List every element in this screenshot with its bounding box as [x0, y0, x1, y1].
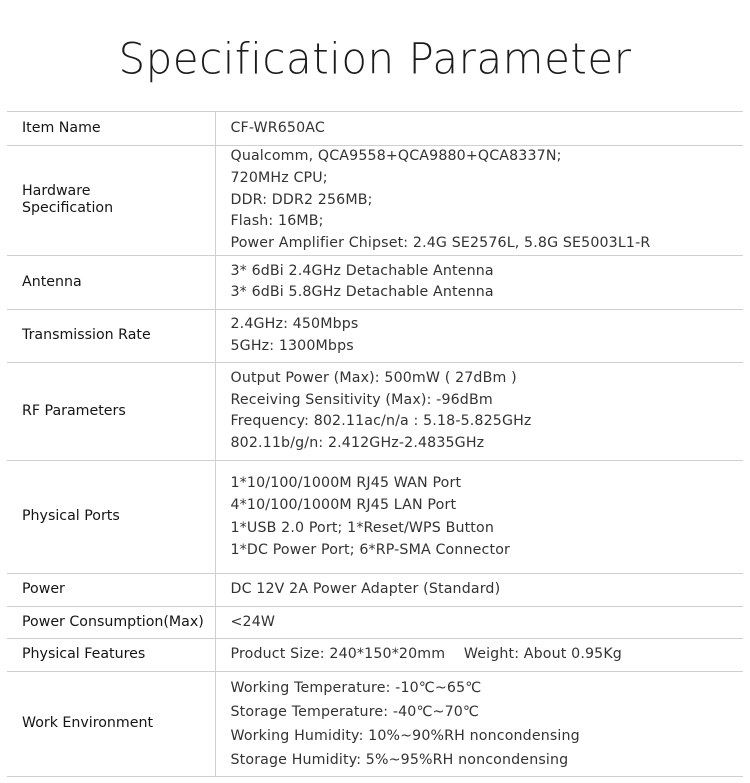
spec-label: Physical Ports	[7, 460, 215, 573]
spec-label: RF Parameters	[7, 362, 215, 460]
spec-label: Work Environment	[7, 671, 215, 776]
page-title: Specification Parameter	[118, 33, 632, 84]
spec-value: 2.4GHz: 450Mbps 5GHz: 1300Mbps	[215, 309, 743, 362]
spec-row-hardware	[7, 146, 743, 256]
spec-value: DC 12V 2A Power Adapter (Standard)	[215, 573, 743, 606]
spec-value: 1*10/100/1000M RJ45 WAN Port 4*10/100/1000M RJ45 LAN Port 1*USB 2.0 Port; 1*Reset/WPS Button 1*DC Power Port; 6*RP-SMA Connector	[215, 460, 743, 573]
spec-label: Item Name	[7, 112, 215, 146]
spec-row-transmission-rate	[7, 309, 743, 362]
spec-row-power-consumption	[7, 606, 743, 638]
spec-label: Transmission Rate	[7, 309, 215, 362]
spec-label: Power	[7, 573, 215, 606]
spec-row-work-environment	[7, 671, 743, 776]
spec-label: Power Consumption(Max)	[7, 606, 215, 638]
spec-row-physical-features	[7, 638, 743, 671]
spec-label: Physical Features	[7, 638, 215, 671]
spec-label: Antenna	[7, 255, 215, 309]
spec-label: Hardware Specification	[7, 146, 215, 256]
spec-value: <24W	[215, 606, 743, 638]
spec-value: Qualcomm, QCA9558+QCA9880+QCA8337N; 720MHz CPU; DDR: DDR2 256MB; Flash: 16MB; Power Amplifier Chipset: 2.4G SE2576L, 5.8G SE5003L1-R	[215, 146, 743, 256]
spec-value: Output Power (Max): 500mW ( 27dBm ) Receiving Sensitivity (Max): -96dBm Frequency: 802.11ac/n/a : 5.18-5.825GHz 802.11b/g/n: 2.412GHz-2.4835GHz	[215, 362, 743, 460]
spec-table	[7, 111, 743, 777]
spec-row-rf-parameters	[7, 362, 743, 460]
spec-value: Product Size: 240*150*20mm Weight: About 0.95Kg	[215, 638, 743, 671]
spec-value: Working Temperature: -10℃~65℃ Storage Temperature: -40℃~70℃ Working Humidity: 10%~90%RH noncondensing Storage Humidity: 5%~95%RH noncondensing	[215, 671, 743, 776]
spec-row-antenna	[7, 255, 743, 309]
spec-value: 3* 6dBi 2.4GHz Detachable Antenna 3* 6dBi 5.8GHz Detachable Antenna	[215, 255, 743, 309]
spec-row-power	[7, 573, 743, 606]
spec-row-physical-ports	[7, 460, 743, 573]
spec-value: CF-WR650AC	[215, 112, 743, 146]
spec-row-item-name	[7, 112, 743, 146]
